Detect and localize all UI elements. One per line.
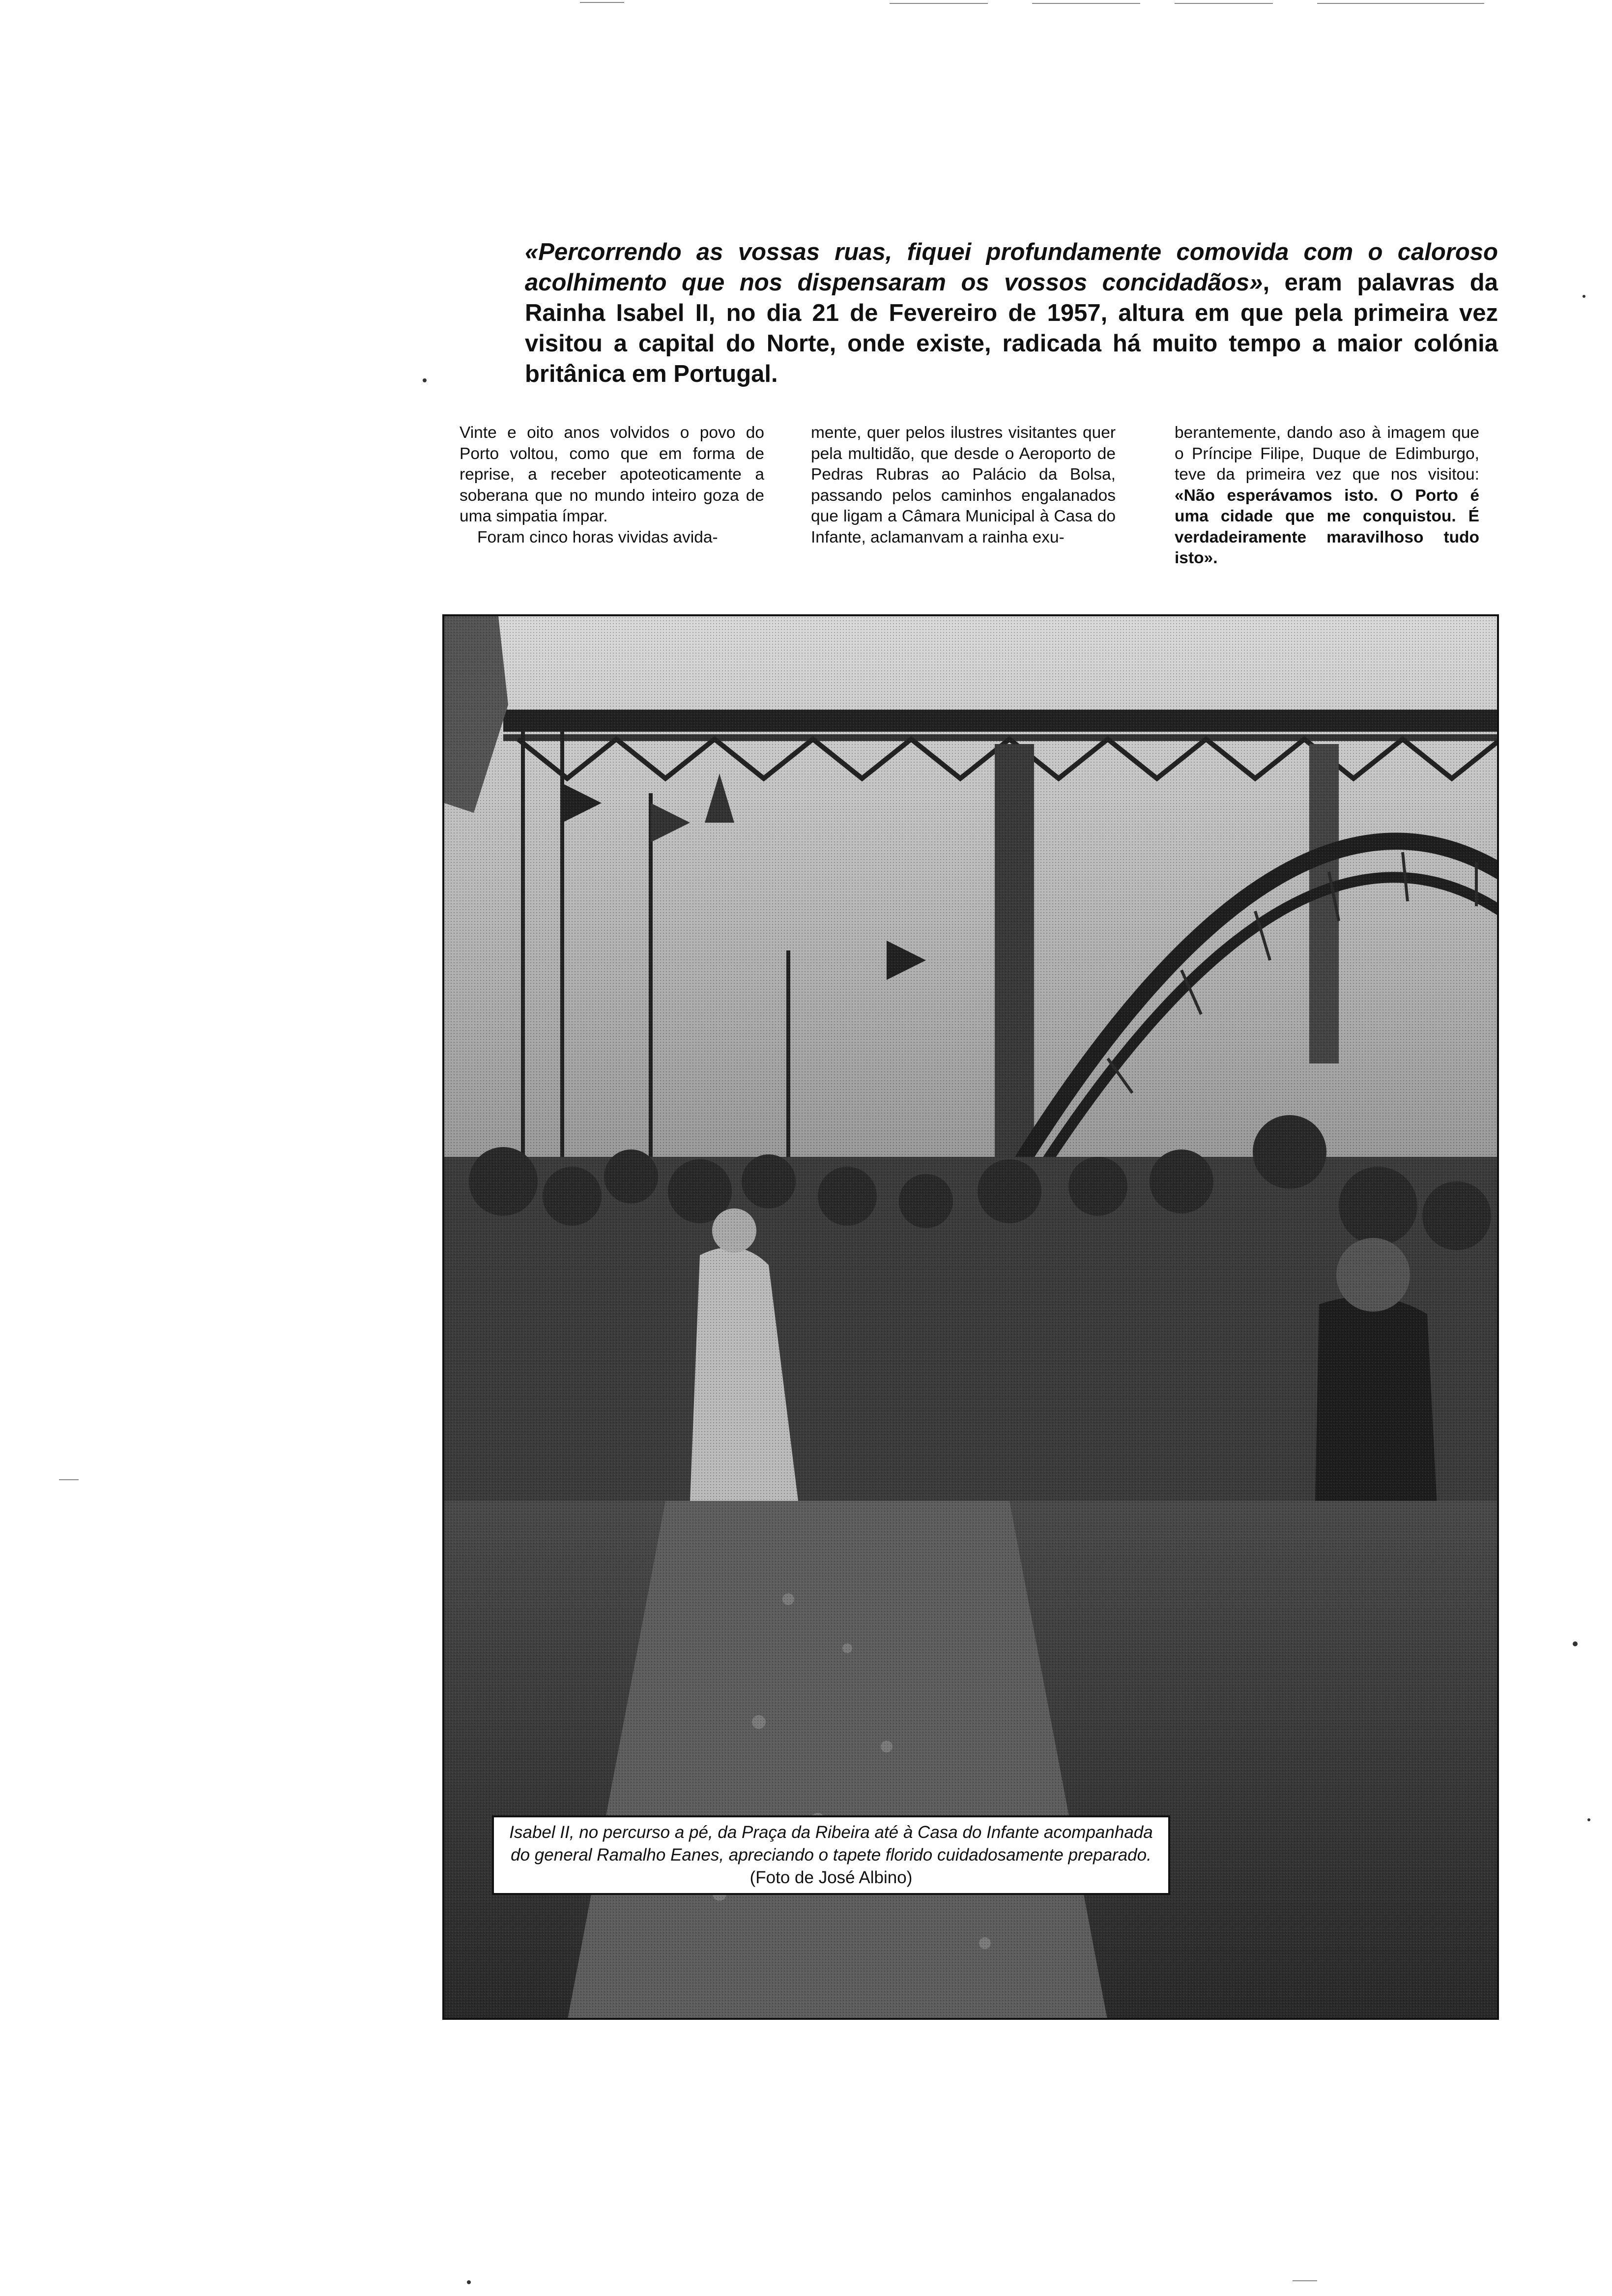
scan-artifact-line [59,1479,79,1480]
photo-caption [492,1815,1170,1895]
lead-quote: «Percorrendo as vossas ruas, fiquei profundamente comovida com o caloroso acolhimento que nos dispensaram os vossos concidadãos» [525,239,1498,296]
scan-artifact-dot [1583,295,1585,298]
scan-artifact-dot [1587,1818,1590,1821]
scan-artifact-line [1175,3,1273,4]
article-column-1 [460,423,764,548]
news-photograph [442,614,1499,2020]
column-paragraph [1175,423,1479,569]
scan-artifact-line [1293,2280,1317,2281]
column-paragraph: mente, quer pelos ilustres visitantes quer pela multidão, que desde o Aeroporto de Pedras Rubras ao Palácio da Bolsa, passando pelos caminhos engalanados que ligam a Câmara Municipal à Casa do Infante, aclamanvam a rainha exu- [811,424,1116,546]
caption-text: Isabel II, no percurso a pé, da Praça da Ribeira até à Casa do Infante acompanhada do general Ramalho Eanes, apreciando o tapete florido cuidadosamente preparado. [509,1823,1153,1865]
lead-text: , eram palavras da Rainha Isabel II, no dia 21 de Fevereiro de 1957, altura em que pela primeira vez visitou a capital do Norte, onde existe, radicada há muito tempo a maior colónia britânica em Portugal. [525,269,1498,387]
prince-quote: «Não esperávamos isto. O Porto é uma cidade que me conquistou. É verdadeiramente maravilhoso tudo isto». [1175,486,1479,567]
article-column-3 [1175,423,1479,569]
scan-artifact-dot [1573,1641,1578,1646]
scan-artifact-line [580,2,624,3]
scan-artifact-line [1032,3,1140,4]
photo-illustration [444,616,1499,2020]
scan-artifact-line [890,3,988,4]
scan-artifact-line [1317,3,1484,4]
column-paragraph: Vinte e oito anos volvidos o povo do Porto voltou, como que em forma de reprise, a receber apoteoticamente a soberana que no mundo inteiro goza de uma simpatia ímpar. [460,424,764,525]
article-column-2 [811,423,1116,548]
column-text: berantemente, dando aso à imagem que o Príncipe Filipe, Duque de Edimburgo, teve da primeira vez que nos visitou: [1175,424,1479,484]
column-paragraph: Foram cinco horas vividas avida- [477,528,718,546]
lead-paragraph [525,237,1498,389]
scan-artifact-dot [423,378,427,382]
photo-credit: (Foto de José Albino) [749,1868,913,1887]
scan-artifact-dot [467,2280,471,2284]
